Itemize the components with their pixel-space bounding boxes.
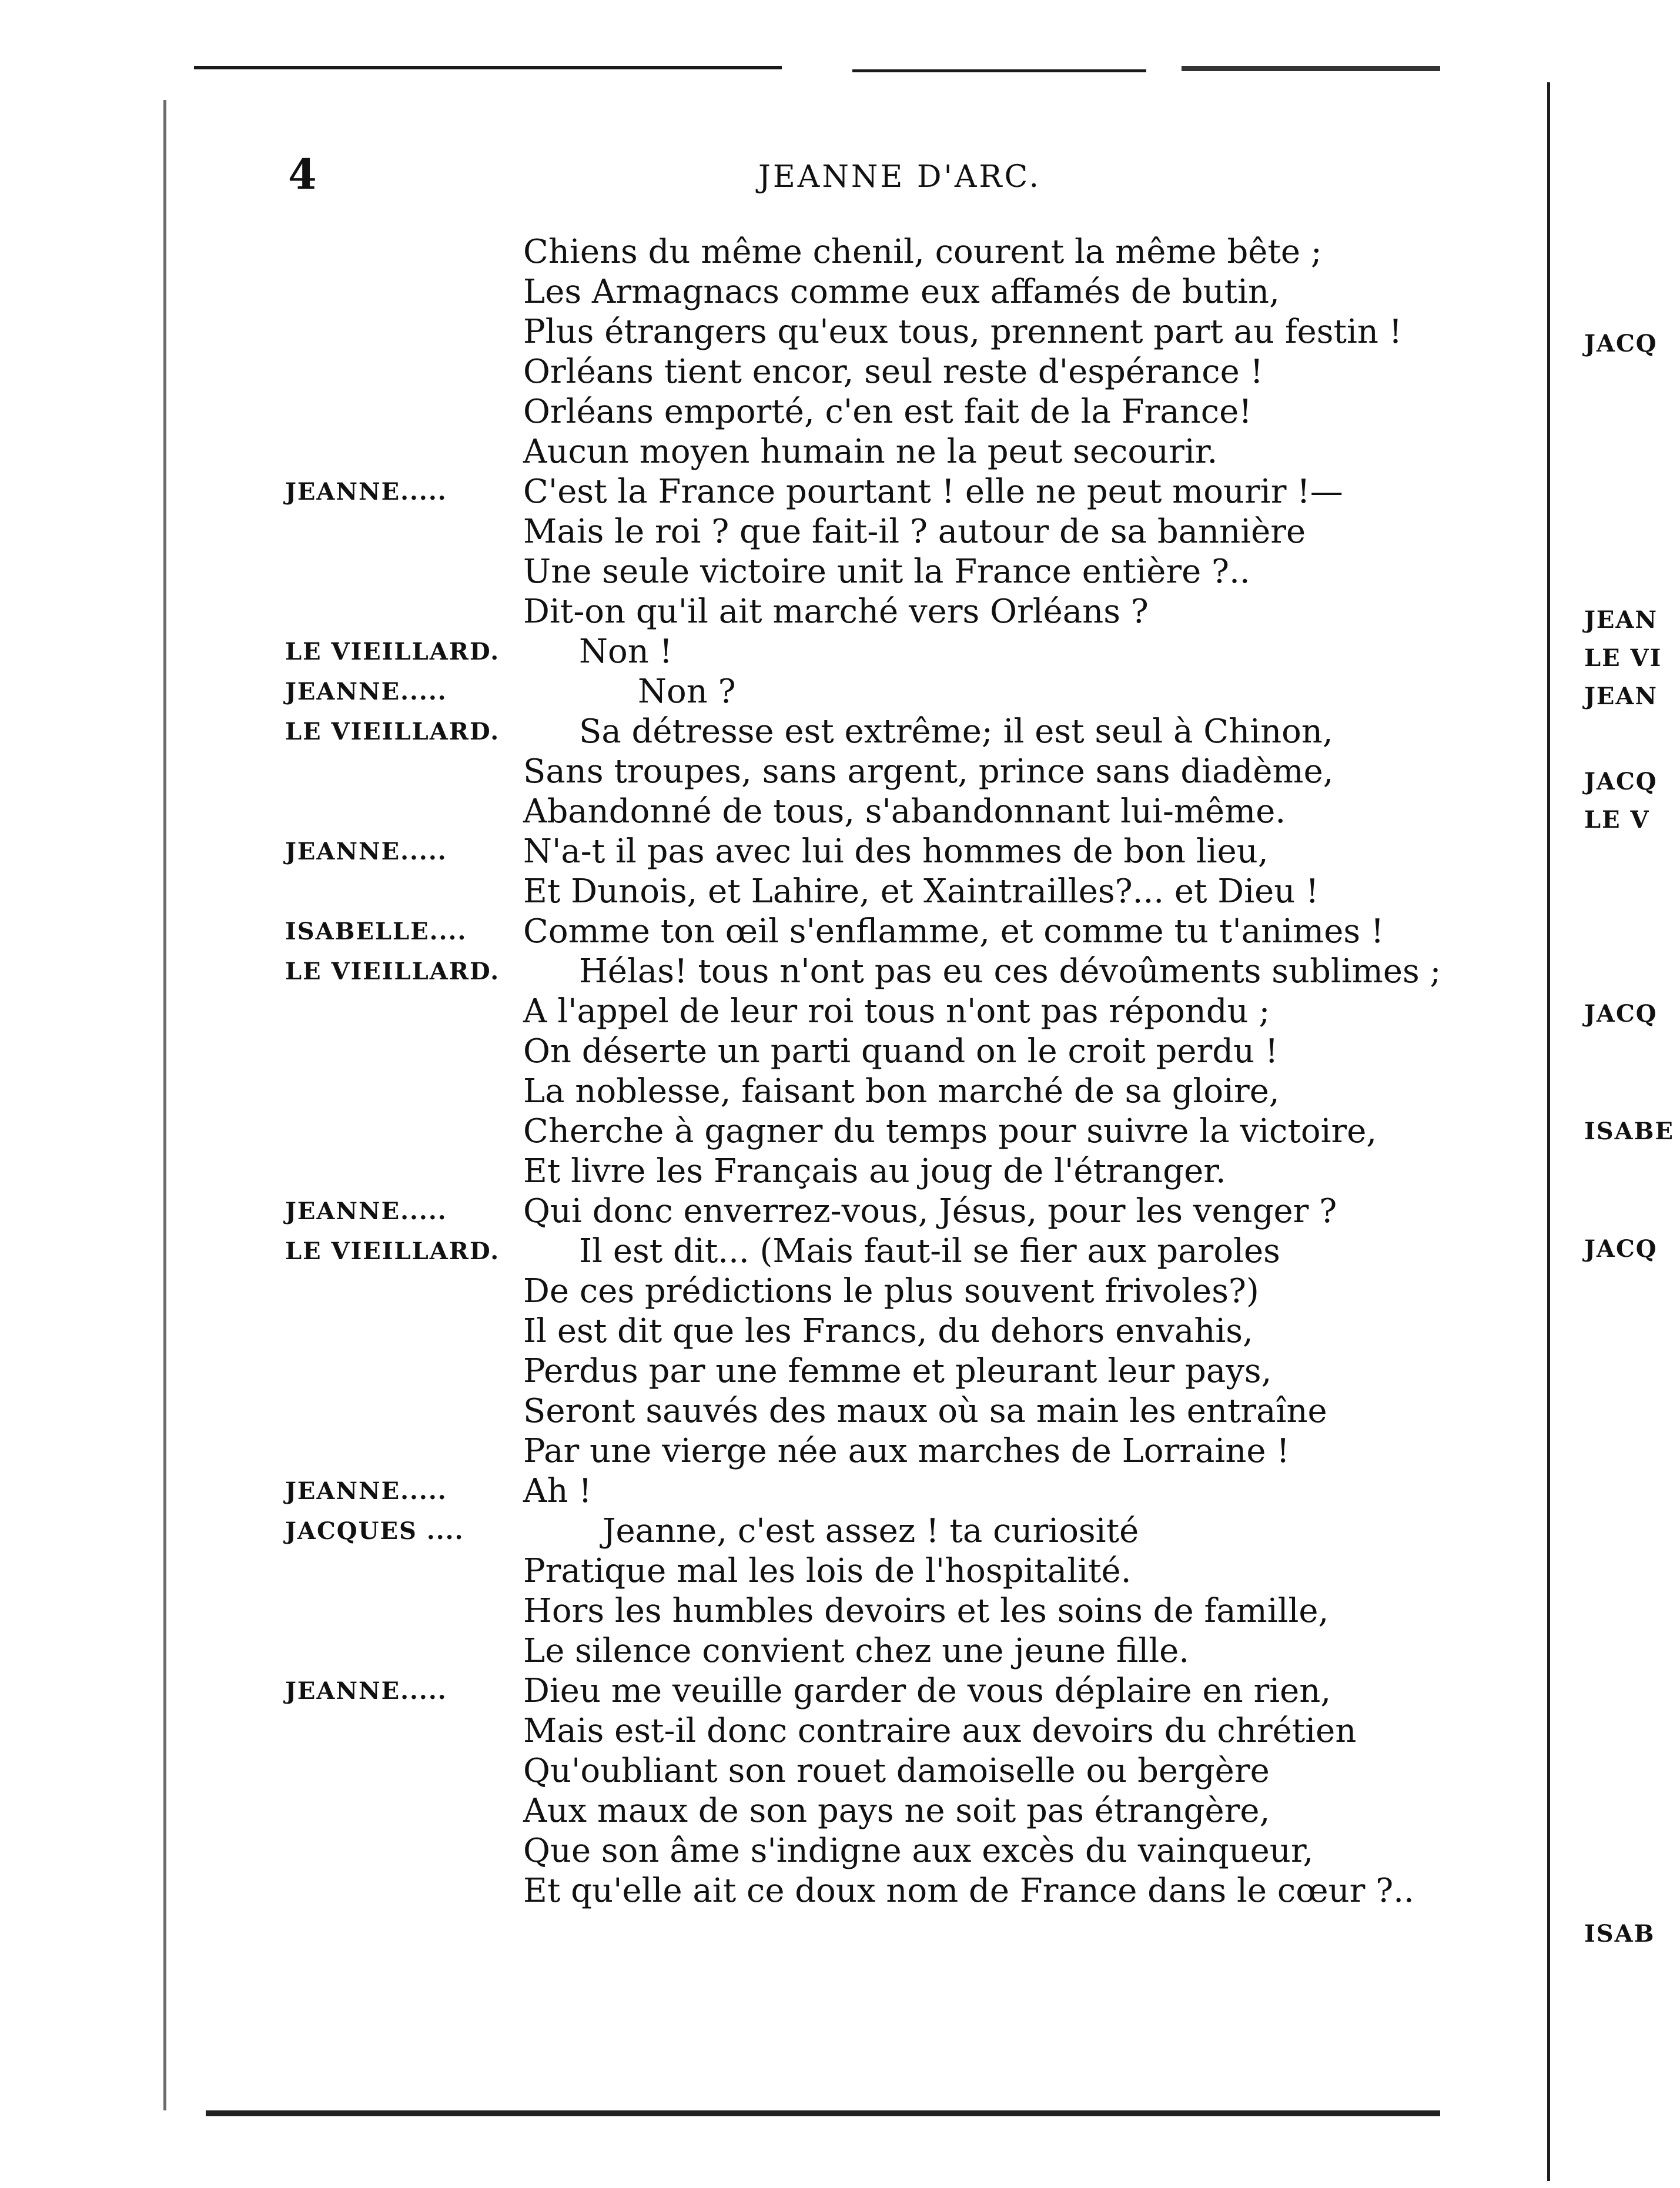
verse-text: Et Dunois, et Lahire, et Xaintrailles?... et Dieu ! [523,872,1319,911]
verse-text: Comme ton œil s'enflamme, et comme tu t'animes ! [523,912,1384,951]
verse-text: Les Armagnacs comme eux affamés de butin, [523,273,1280,311]
verse-text: Que son âme s'indigne aux excès du vainqueur, [523,1832,1314,1870]
top-rule-segment [852,69,1146,72]
facing-page-speaker-fragment: JEAN [1584,606,1658,634]
verse-text: Plus étrangers qu'eux tous, prennent part au festin ! [523,313,1403,351]
facing-page-speaker-fragment: JACQ [1584,330,1658,357]
verse-text: Sa détresse est extrême; il est seul à Chinon, [579,712,1333,751]
verse-text: Hors les humbles devoirs et les soins de famille, [523,1592,1329,1630]
verse-text: Mais est-il donc contraire aux devoirs du chrétien [523,1712,1357,1750]
speaker-name: LE VIEILLARD. [285,1237,500,1265]
verse-text: Il est dit que les Francs, du dehors envahis, [523,1312,1253,1350]
verse-text: Orléans emporté, c'en est fait de la France! [523,393,1252,431]
speaker-name: ISABELLE.... [285,918,467,945]
verse-text: Ah ! [523,1472,592,1510]
verse-text: Chiens du même chenil, courent la même bête ; [523,233,1322,271]
verse-text: Dieu me veuille garder de vous déplaire en rien, [523,1672,1331,1710]
verse-text: Le silence convient chez une jeune fille. [523,1632,1190,1670]
facing-page-speaker-fragment: ISAB [1584,1920,1655,1948]
verse-text: Abandonné de tous, s'abandonnant lui-même. [523,792,1286,831]
speaker-name: JEANNE..... [285,1197,447,1225]
verse-text: Et qu'elle ait ce doux nom de France dans le cœur ?.. [523,1872,1414,1910]
verse-text: Sans troupes, sans argent, prince sans diadème, [523,752,1334,791]
verse-text: Et livre les Français au joug de l'étranger. [523,1152,1226,1190]
speaker-name: JACQUES .... [285,1517,464,1545]
speaker-name: JEANNE..... [285,478,447,506]
verse-text: Une seule victoire unit la France entière ?.. [523,553,1250,591]
top-rule-segment [1182,66,1440,71]
left-scan-border [163,100,166,2110]
verse-text: Dit-on qu'il ait marché vers Orléans ? [523,593,1149,631]
verse-text: Cherche à gagner du temps pour suivre la victoire, [523,1112,1377,1150]
facing-page-speaker-fragment: LE VI [1584,644,1662,672]
speaker-name: JEANNE..... [285,1677,447,1705]
verse-text: N'a-t il pas avec lui des hommes de bon lieu, [523,832,1269,871]
facing-page-speaker-fragment: JEAN [1584,683,1658,710]
verse-text: La noblesse, faisant bon marché de sa gloire, [523,1072,1280,1110]
verse-text: Pratique mal les lois de l'hospitalité. [523,1552,1132,1590]
gutter-line [1547,82,1550,2181]
verse-text: Seront sauvés des maux où sa main les entraîne [523,1392,1327,1430]
facing-page-speaker-fragment: JACQ [1584,768,1658,795]
top-rule [194,66,782,69]
speaker-name: JEANNE..... [285,838,447,865]
verse-text: Qu'oubliant son rouet damoiselle ou bergère [523,1752,1270,1790]
facing-page-speaker-fragment: ISABE [1584,1118,1674,1145]
verse-text: A l'appel de leur roi tous n'ont pas répondu ; [523,992,1270,1031]
speaker-name: LE VIEILLARD. [285,718,500,745]
verse-text: Mais le roi ? que fait-il ? autour de sa bannière [523,513,1306,551]
verse-text: Aucun moyen humain ne la peut secourir. [523,433,1218,471]
speaker-name: LE VIEILLARD. [285,958,500,985]
verse-text: Orléans tient encor, seul reste d'espérance ! [523,353,1264,391]
verse-text: De ces prédictions le plus souvent frivoles?) [523,1272,1259,1310]
verse-text: Non ! [579,633,673,671]
bottom-rule [206,2110,1440,2116]
verse-text: Par une vierge née aux marches de Lorraine ! [523,1432,1290,1470]
verse-text: Il est dit... (Mais faut-il se fier aux paroles [579,1232,1280,1270]
verse-text: Qui donc enverrez-vous, Jésus, pour les venger ? [523,1192,1337,1230]
verse-text: Hélas! tous n'ont pas eu ces dévoûments sublimes ; [579,952,1441,991]
facing-page-speaker-fragment: LE V [1584,806,1650,834]
verse-text: Perdus par une femme et pleurant leur pays, [523,1352,1272,1390]
facing-page-speaker-fragment: JACQ [1584,1235,1658,1263]
verse-text: C'est la France pourtant ! elle ne peut mourir !— [523,473,1343,511]
facing-page-speaker-fragment: JACQ [1584,1000,1658,1028]
verse-text: On déserte un parti quand on le croit perdu ! [523,1032,1279,1070]
verse-text: Aux maux de son pays ne soit pas étrangère, [523,1792,1270,1830]
speaker-name: JEANNE..... [285,1477,447,1505]
page-number: 4 [288,150,317,199]
speaker-name: LE VIEILLARD. [285,638,500,665]
verse-text: Jeanne, c'est assez ! ta curiosité [603,1512,1139,1550]
verse-text: Non ? [638,673,736,711]
running-head: JEANNE D'ARC. [758,159,1041,195]
speaker-name: JEANNE..... [285,678,447,705]
